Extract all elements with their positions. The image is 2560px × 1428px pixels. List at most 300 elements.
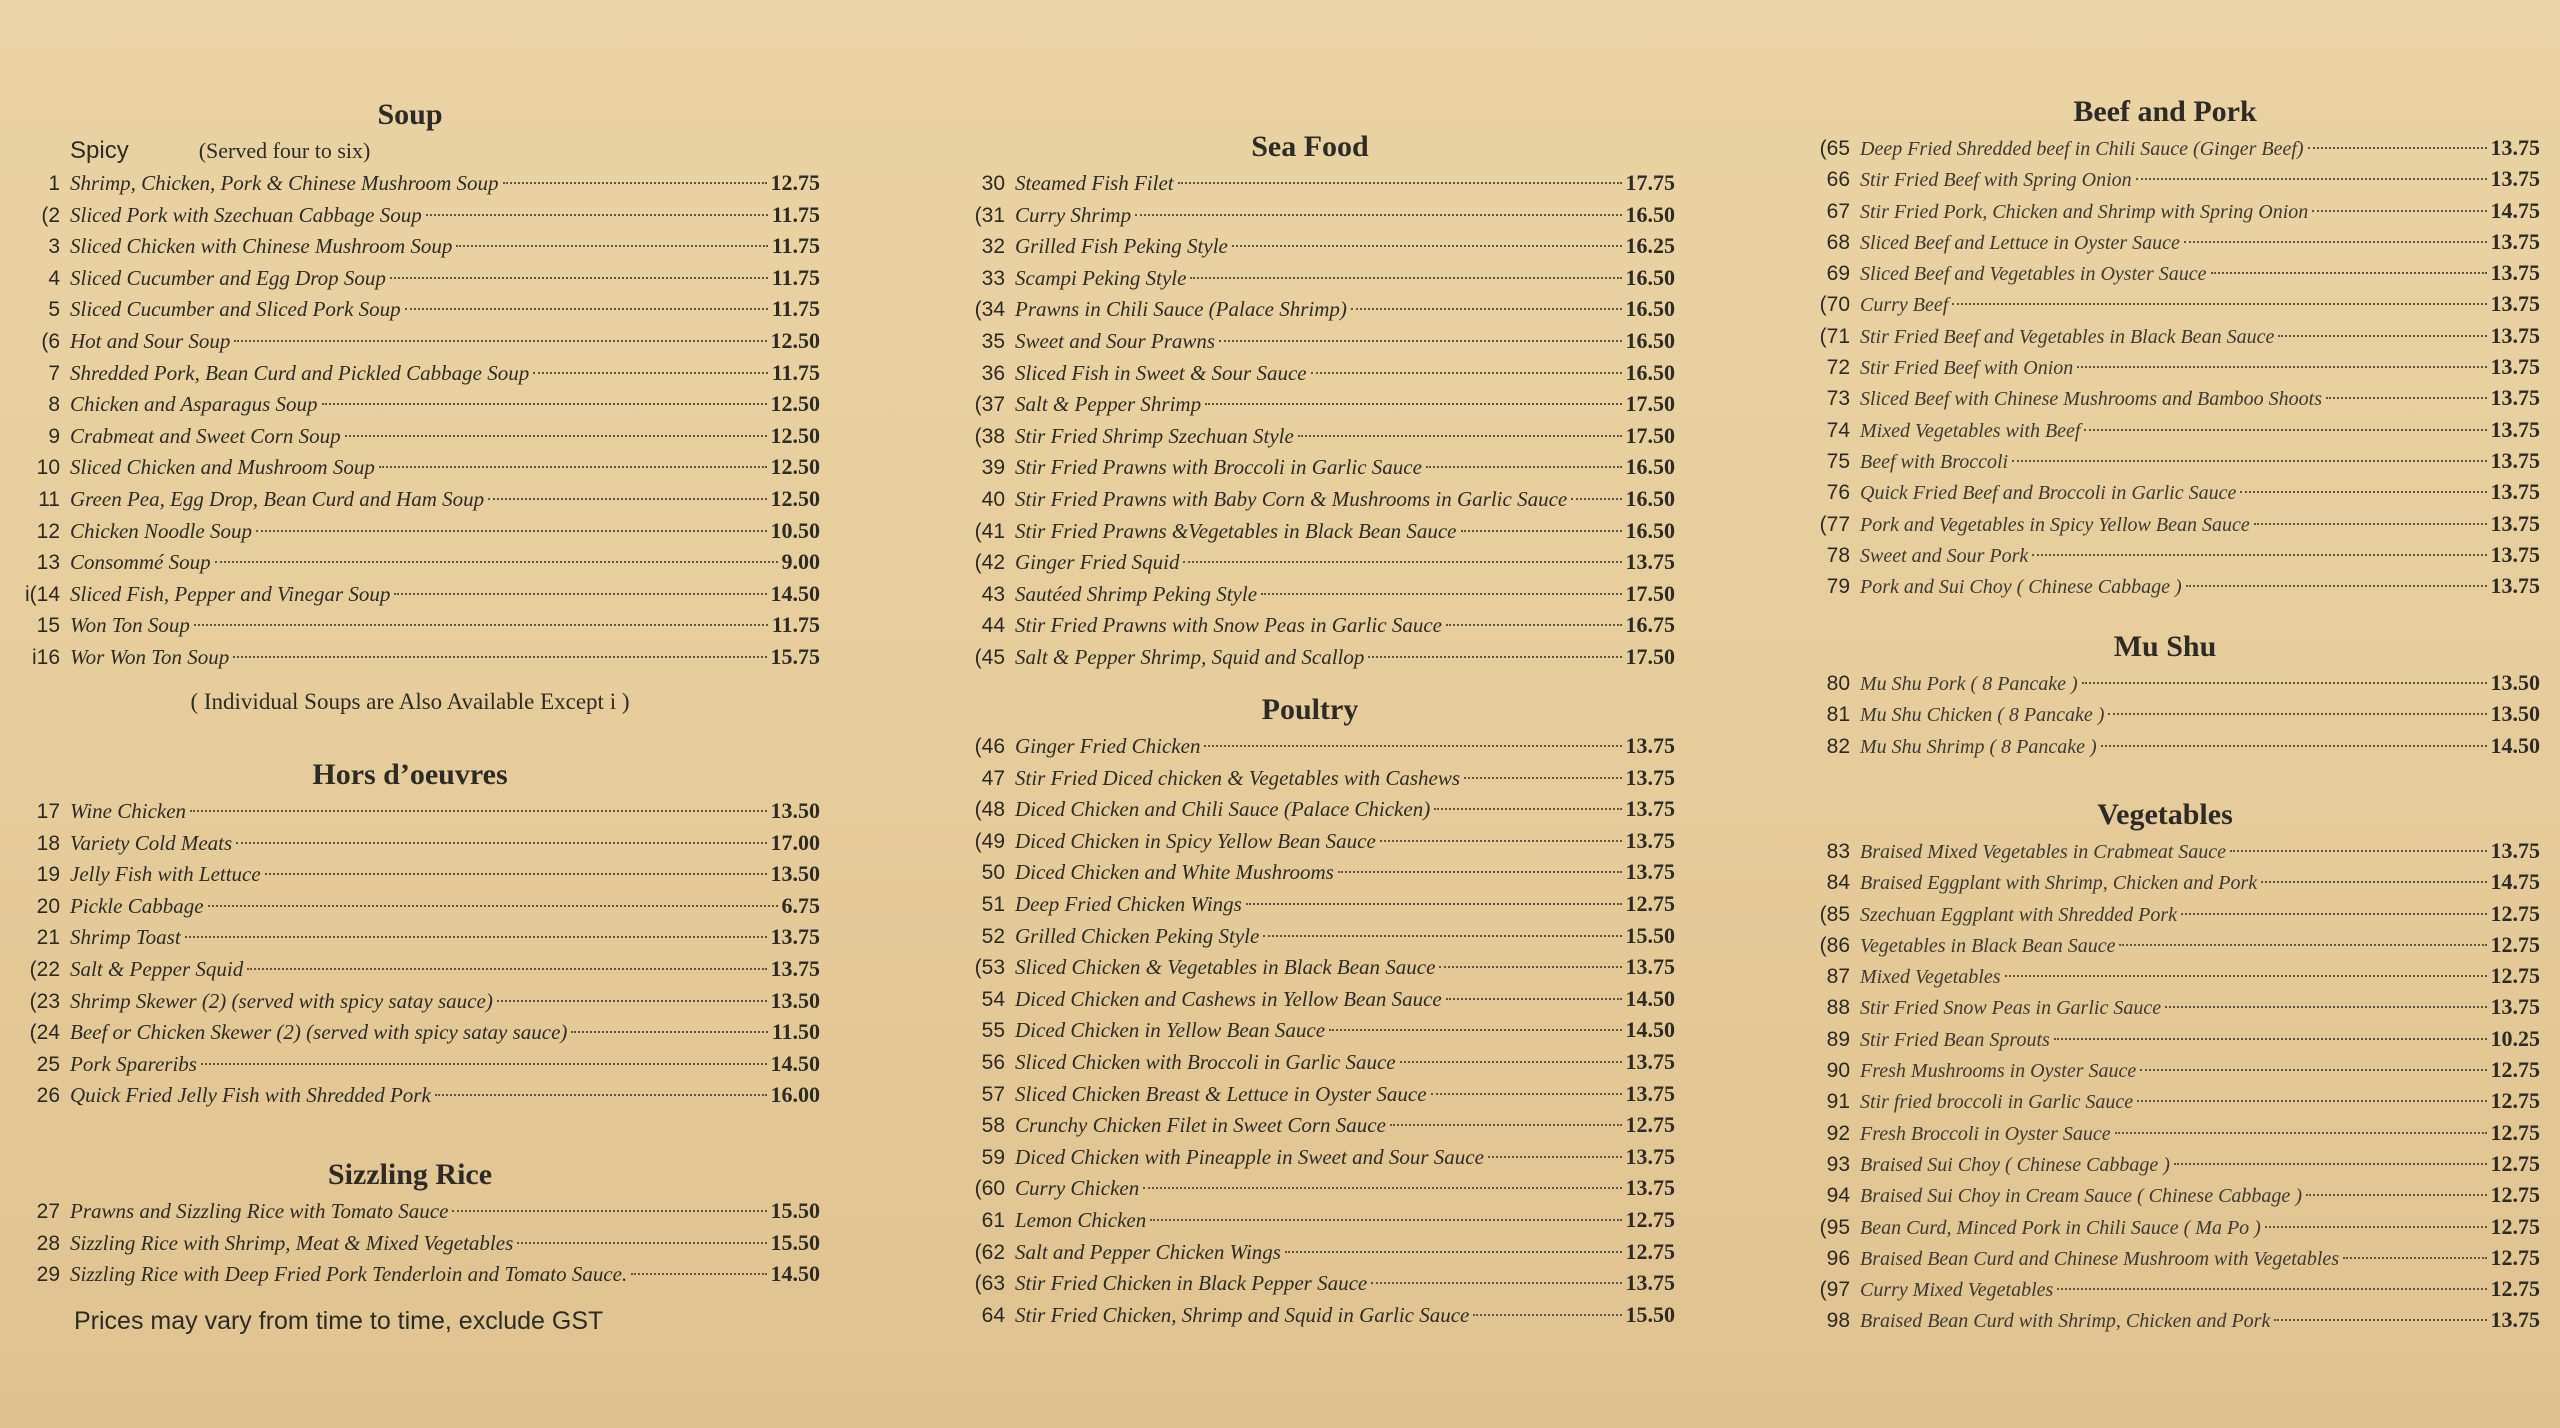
item-name: Stir Fried Prawns with Snow Peas in Garlic Sauce (1015, 613, 1442, 638)
section-vegetables (1790, 795, 2540, 1336)
item-number (945, 1047, 1015, 1079)
item-number-text: 60 (981, 1177, 1005, 1201)
item-number-text: 31 (981, 203, 1005, 227)
menu-item (1790, 898, 2540, 929)
item-price: 15.75 (770, 643, 820, 669)
item-name: Stir Fried Chicken, Shrimp and Squid in Garlic Sauce (1015, 1302, 1470, 1327)
item-name: Curry Beef (1860, 294, 1949, 317)
item-number (945, 889, 1015, 921)
item-number (1790, 1086, 1860, 1117)
item-price: 13.75 (1625, 796, 1675, 822)
menu-item (1790, 835, 2540, 866)
leader-dots (345, 435, 767, 437)
item-price: 16.50 (1625, 454, 1675, 480)
menu-item (0, 1048, 820, 1080)
leader-dots (2343, 1257, 2486, 1259)
item-number-text: 45 (981, 645, 1005, 669)
item-name: Mu Shu Shrimp ( 8 Pancake ) (1860, 735, 2097, 758)
section-heading: Hors d’oeuvres (312, 758, 508, 791)
item-name: Mu Shu Pork ( 8 Pancake ) (1860, 673, 2078, 695)
item-price: 13.75 (2490, 510, 2540, 536)
item-number-text: 76 (1826, 481, 1850, 505)
item-name: Sliced Beef and Vegetables in Oyster Sauce (1860, 263, 2207, 286)
item-number (0, 263, 70, 295)
leader-dots (2140, 1069, 2486, 1071)
leader-dots (390, 277, 768, 279)
item-name: Deep Fried Chicken Wings (1015, 891, 1242, 916)
item-number (0, 796, 70, 828)
leader-dots (215, 561, 778, 563)
item-price: 15.50 (1625, 1301, 1675, 1327)
leader-dots (1380, 840, 1622, 842)
item-number (945, 731, 1015, 763)
item-price: 17.00 (770, 829, 820, 855)
item-name: Beef with Broccoli (1860, 450, 2009, 473)
item-number-text: 91 (1826, 1090, 1850, 1114)
item-price: 15.50 (770, 1198, 820, 1223)
item-number-text: 87 (1826, 965, 1850, 989)
item-price: 10.25 (2490, 1025, 2540, 1051)
item-number (945, 389, 1015, 421)
item-number-text: 90 (1826, 1059, 1850, 1083)
menu-item (0, 546, 820, 578)
item-price: 13.75 (2490, 994, 2540, 1020)
item-number (0, 610, 70, 642)
menu-item (945, 1046, 1675, 1078)
spicy-legend: Spicy (70, 137, 129, 164)
item-name: Diced Chicken in Spicy Yellow Bean Sauce (1015, 828, 1376, 853)
leader-dots (1205, 403, 1621, 405)
item-name: Sliced Chicken with Chinese Mushroom Soup (70, 234, 453, 259)
leader-dots (1143, 1187, 1621, 1189)
item-price: 16.25 (1625, 233, 1675, 259)
item-number (1790, 196, 1860, 227)
item-number-text: 16 (36, 645, 60, 669)
leader-dots (1464, 777, 1622, 779)
section-beef-and-pork (1790, 92, 2540, 601)
item-number-text: 82 (1826, 734, 1850, 758)
item-number-text: 85 (1826, 902, 1850, 926)
leader-dots (631, 1273, 766, 1275)
leader-dots (1431, 1093, 1622, 1095)
item-name: Sliced Chicken with Broccoli in Garlic Sauce (1015, 1049, 1396, 1074)
menu-item (0, 515, 820, 547)
item-price: 13.75 (1625, 549, 1675, 575)
item-number-text: 59 (981, 1145, 1005, 1169)
item-price: 11.75 (771, 296, 820, 322)
item-number-text: 77 (1826, 512, 1850, 536)
menu-item (1790, 508, 2540, 539)
item-number-text: 69 (1826, 262, 1850, 286)
item-price: 13.75 (1625, 1080, 1675, 1106)
item-number (945, 484, 1015, 516)
leader-dots (2136, 178, 2487, 180)
item-name: Salt & Pepper Squid (70, 956, 244, 981)
item-number (945, 1268, 1015, 1300)
item-name: Vegetables in Black Bean Sauce (1860, 934, 2116, 957)
leader-dots (2181, 913, 2487, 915)
item-name: Diced Chicken with Pineapple in Sweet and Sour Sauce (1015, 1144, 1484, 1169)
item-number-text: 54 (981, 987, 1005, 1011)
item-number-text: 83 (1826, 840, 1850, 863)
item-number (1790, 1305, 1860, 1336)
item-number-text: 74 (1826, 418, 1850, 442)
item-number-text: 98 (1826, 1309, 1850, 1333)
menu-item (1790, 1023, 2540, 1054)
leader-dots (1952, 303, 2486, 305)
item-name: Sliced Beef with Chinese Mushrooms and Bamboo Shoots (1860, 388, 2322, 411)
menu-item (1790, 1085, 2540, 1116)
item-name: Stir Fried Beef with Onion (1860, 357, 2074, 380)
item-number-text: 27 (36, 1200, 60, 1223)
item-price: 13.75 (1625, 954, 1675, 980)
menu-item (945, 325, 1675, 357)
menu-item (945, 230, 1675, 262)
item-number (1790, 1180, 1860, 1211)
item-name: Sliced Chicken Breast & Lettuce in Oyster Sauce (1015, 1081, 1427, 1106)
item-name: Jelly Fish with Lettuce (70, 862, 261, 887)
item-number-text: 79 (1826, 575, 1850, 599)
menu-item (1790, 476, 2540, 507)
item-number (0, 1196, 70, 1228)
item-name: Braised Bean Curd and Chinese Mushroom with Vegetables (1860, 1247, 2340, 1270)
item-number (1790, 899, 1860, 930)
menu-item (1790, 539, 2540, 570)
menu-item (0, 199, 820, 231)
item-number (945, 642, 1015, 674)
item-name: Sliced Chicken and Mushroom Soup (70, 455, 375, 480)
item-number-text: 51 (981, 892, 1005, 916)
item-name: Ginger Fried Chicken (1015, 734, 1201, 758)
leader-dots (2240, 491, 2486, 493)
item-number-text: 23 (36, 989, 60, 1013)
item-number (1790, 731, 1860, 762)
item-price: 13.75 (2490, 135, 2540, 160)
leader-dots (2306, 1194, 2487, 1196)
leader-dots (185, 936, 767, 938)
item-name: Quick Fried Jelly Fish with Shredded Pork (70, 1083, 431, 1108)
item-number (0, 1049, 70, 1081)
item-number-text: 61 (981, 1208, 1005, 1232)
spicy-marker: ( (29, 1021, 37, 1045)
menu-item (0, 451, 820, 483)
item-number-text: 55 (981, 1019, 1005, 1043)
item-number (1790, 133, 1860, 164)
item-name: Shredded Pork, Bean Curd and Pickled Cabbage Soup (70, 360, 530, 385)
item-number-text: 68 (1826, 230, 1850, 254)
menu-item (1790, 698, 2540, 729)
item-number (1790, 227, 1860, 258)
item-name: Sliced Fish, Pepper and Vinegar Soup (70, 581, 391, 606)
menu-item (945, 1141, 1675, 1173)
leader-dots (2054, 1038, 2487, 1040)
item-price: 12.75 (2490, 1244, 2540, 1270)
leader-dots (265, 873, 767, 875)
spicy-marker: ( (29, 989, 37, 1013)
item-number-text: 72 (1826, 356, 1850, 380)
item-name: Curry Chicken (1015, 1176, 1140, 1201)
item-number (1790, 1243, 1860, 1274)
leader-dots (497, 1000, 767, 1002)
spicy-marker: ( (974, 735, 982, 758)
item-number (1790, 867, 1860, 898)
item-number-text: 42 (981, 551, 1005, 575)
item-number (1790, 668, 1860, 699)
item-number-text: 70 (1826, 293, 1850, 317)
leader-dots (1178, 182, 1622, 184)
menu-item (945, 546, 1675, 578)
item-number (945, 610, 1015, 642)
item-price: 12.75 (2490, 1182, 2540, 1208)
leader-dots (2137, 1100, 2486, 1102)
leader-dots (1368, 656, 1621, 658)
item-number (0, 231, 70, 263)
item-price: 13.75 (2490, 1307, 2540, 1333)
item-number-text: 41 (981, 519, 1005, 543)
item-number (0, 389, 70, 421)
item-price: 17.50 (1625, 580, 1675, 606)
leader-dots (2312, 210, 2486, 212)
item-number-text: 15 (36, 614, 60, 638)
item-number-text: 10 (36, 456, 60, 480)
item-price: 11.75 (771, 233, 820, 259)
leader-dots (394, 593, 766, 595)
item-name: Sweet and Sour Pork (1860, 544, 2029, 567)
item-number-text: 49 (981, 829, 1005, 853)
item-number-text: 96 (1826, 1246, 1850, 1270)
leader-dots (1150, 1219, 1621, 1221)
item-name: Pork and Vegetables in Spicy Yellow Bean Sauce (1860, 513, 2250, 536)
item-number-text: 81 (1826, 703, 1850, 727)
item-number (1790, 446, 1860, 477)
item-name: Salt & Pepper Shrimp, Squid and Scallop (1015, 644, 1365, 669)
menu-item (0, 262, 820, 294)
item-price: 12.50 (770, 391, 820, 417)
menu-item (945, 1236, 1675, 1268)
leader-dots (201, 1063, 767, 1065)
item-price: 14.50 (770, 1261, 820, 1287)
item-price: 17.50 (1625, 422, 1675, 448)
item-price: 16.50 (1625, 517, 1675, 543)
item-name: Hot and Sour Soup (70, 328, 231, 353)
item-price: 12.50 (770, 485, 820, 511)
item-number (945, 1142, 1015, 1174)
item-number (945, 294, 1015, 326)
leader-dots (1338, 871, 1622, 873)
menu-item (945, 357, 1675, 389)
item-number (945, 579, 1015, 611)
item-number (1790, 1055, 1860, 1086)
item-price: 13.75 (2490, 447, 2540, 473)
item-number (1790, 1118, 1860, 1149)
leader-dots (1351, 308, 1622, 310)
item-number-text: 65 (1826, 137, 1850, 160)
item-price: 13.75 (2490, 838, 2540, 863)
leader-dots (1371, 1282, 1621, 1284)
item-number (1790, 352, 1860, 383)
item-number-text: 64 (981, 1303, 1005, 1327)
menu-item (1790, 667, 2540, 698)
item-price: 14.50 (770, 580, 820, 606)
item-number (1790, 836, 1860, 867)
menu-item (1790, 1211, 2540, 1242)
menu-item (945, 1014, 1675, 1046)
item-name: Chicken Noodle Soup (70, 518, 252, 543)
item-name: Szechuan Eggplant with Shredded Pork (1860, 903, 2177, 926)
item-number (945, 1015, 1015, 1047)
item-name: Quick Fried Beef and Broccoli in Garlic Sauce (1860, 482, 2237, 505)
item-number (0, 200, 70, 232)
item-number (0, 358, 70, 390)
item-number-text: 62 (981, 1240, 1005, 1264)
spicy-marker: ( (41, 329, 49, 353)
menu-item (945, 983, 1675, 1015)
menu-item (0, 1227, 820, 1259)
item-number-text: 5 (48, 298, 60, 322)
menu-item (945, 920, 1675, 952)
menu-item (1790, 445, 2540, 476)
leader-dots (2274, 1319, 2486, 1321)
item-number (0, 452, 70, 484)
section-sea-food (945, 127, 1675, 673)
item-name: Sizzling Rice with Deep Fried Pork Tenderloin and Tomato Sauce. (70, 1262, 628, 1287)
item-name: Sliced Beef and Lettuce in Oyster Sauce (1860, 231, 2180, 254)
item-number (945, 263, 1015, 295)
menu-item (945, 293, 1675, 325)
menu-item (945, 1267, 1675, 1299)
menu-item (945, 167, 1675, 199)
item-price: 12.75 (2490, 1119, 2540, 1145)
menu-item (0, 388, 820, 420)
leader-dots (379, 466, 767, 468)
menu-item (945, 1299, 1675, 1331)
item-number (0, 168, 70, 200)
item-number-text: 1 (48, 172, 60, 195)
leader-dots (1232, 245, 1622, 247)
item-name: Stir Fried Beef with Spring Onion (1860, 169, 2132, 192)
leader-dots (2184, 241, 2487, 243)
leader-dots (1246, 903, 1622, 905)
item-price: 12.75 (2490, 963, 2540, 989)
spicy-marker: ( (974, 393, 982, 417)
item-number-text: 88 (1826, 996, 1850, 1020)
item-name: Deep Fried Shredded beef in Chili Sauce (Ginger Beef) (1860, 138, 2304, 160)
item-number (945, 1237, 1015, 1269)
item-price: 12.50 (770, 454, 820, 480)
menu-item (1790, 1273, 2540, 1304)
section-poultry (945, 690, 1675, 1330)
item-number-text: 89 (1826, 1027, 1850, 1051)
item-number (1790, 1212, 1860, 1243)
item-name: Prawns in Chili Sauce (Palace Shrimp) (1015, 297, 1347, 322)
spicy-marker: ( (974, 645, 982, 669)
menu-item (1790, 730, 2540, 761)
item-number-text: 38 (981, 424, 1005, 448)
item-number-text: 24 (36, 1021, 60, 1045)
leader-dots (1183, 561, 1621, 563)
item-number (0, 1228, 70, 1260)
item-number (0, 954, 70, 986)
item-price: 11.75 (771, 264, 820, 290)
item-number-text: 35 (981, 329, 1005, 353)
item-price: 16.50 (1625, 296, 1675, 322)
item-price: 14.75 (2490, 869, 2540, 895)
item-price: 13.75 (2490, 479, 2540, 505)
item-name: Diced Chicken and Cashews in Yellow Bean Sauce (1015, 986, 1442, 1011)
item-price: 13.75 (1625, 1270, 1675, 1296)
leader-dots (2084, 429, 2486, 431)
menu-item (0, 953, 820, 985)
item-number-text: 21 (36, 926, 60, 950)
item-name: Pickle Cabbage (70, 893, 204, 918)
item-number (0, 421, 70, 453)
leader-dots (1571, 498, 1621, 500)
item-name: Braised Eggplant with Shrimp, Chicken and Pork (1860, 872, 2258, 895)
item-number-text: 4 (48, 266, 60, 290)
item-price: 13.75 (2490, 291, 2540, 317)
item-number-text: 30 (981, 172, 1005, 195)
item-name: Beef or Chicken Skewer (2) (served with spicy satay sauce) (70, 1020, 568, 1045)
item-number-text: 2 (48, 203, 60, 227)
item-name: Shrimp Skewer (2) (served with spicy satay sauce) (70, 988, 493, 1013)
section-heading: Sizzling Rice (327, 1158, 493, 1191)
item-price: 13.75 (2490, 541, 2540, 567)
leader-dots (488, 498, 766, 500)
item-name: Braised Mixed Vegetables in Crabmeat Sauce (1860, 841, 2227, 863)
item-name: Prawns and Sizzling Rice with Tomato Sauce (70, 1199, 449, 1223)
section-soup (0, 95, 820, 719)
menu-item (0, 293, 820, 325)
item-price: 12.50 (770, 422, 820, 448)
menu-item (945, 1078, 1675, 1110)
item-name: Mixed Vegetables (1860, 966, 2001, 989)
leader-dots (435, 1094, 767, 1096)
menu-item (945, 1109, 1675, 1141)
item-number (945, 952, 1015, 984)
item-number-text: 67 (1826, 199, 1850, 223)
leader-dots (234, 340, 766, 342)
leader-dots (2077, 366, 2486, 368)
item-price: 12.75 (2490, 1276, 2540, 1302)
item-name: Stir Fried Prawns with Baby Corn & Mushrooms in Garlic Sauce (1015, 486, 1568, 511)
item-number-text: 97 (1826, 1278, 1850, 1302)
item-number (0, 547, 70, 579)
leader-dots (503, 182, 767, 184)
item-name: Braised Bean Curd with Shrimp, Chicken and Pork (1860, 1310, 2271, 1333)
item-number-text: 63 (981, 1272, 1005, 1296)
leader-dots (208, 905, 778, 907)
item-name: Stir Fried Prawns &Vegetables in Black Bean Sauce (1015, 518, 1457, 543)
item-number (0, 326, 70, 358)
item-number-text: 48 (981, 798, 1005, 822)
item-number (0, 579, 70, 611)
leader-dots (1285, 1251, 1622, 1253)
item-price: 13.75 (1625, 1175, 1675, 1201)
item-number (945, 857, 1015, 889)
menu-item (0, 921, 820, 953)
spicy-marker: ( (974, 203, 982, 227)
spicy-marker: i( (24, 582, 37, 606)
leader-dots (1446, 624, 1622, 626)
menu-item (945, 825, 1675, 857)
item-name: Mixed Vegetables with Beef (1860, 419, 2081, 442)
item-price: 13.75 (1625, 1143, 1675, 1169)
menu-item (0, 1195, 820, 1227)
item-name: Pork and Sui Choy ( Chinese Cabbage ) (1860, 576, 2182, 599)
item-number (945, 984, 1015, 1016)
item-number-text: 86 (1826, 933, 1850, 957)
item-price: 13.75 (2490, 322, 2540, 348)
